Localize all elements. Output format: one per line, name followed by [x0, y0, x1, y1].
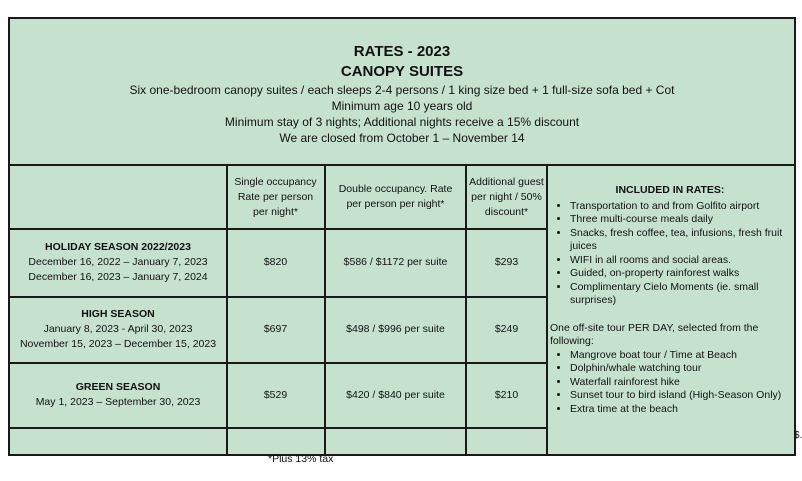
header-line-suites: Six one-bedroom canopy suites / each sleeps 2-4 persons / 1 king size bed + 1 full-size sofa bed + Cot — [129, 83, 675, 97]
rate-double: $498 / $996 per suite — [346, 323, 445, 335]
season-date: December 16, 2023 – January 7, 2024 — [28, 271, 208, 283]
rate-additional: $293 — [494, 256, 519, 268]
col-divider — [546, 166, 548, 454]
col-header-double: Double occupancy. Rate per person per night* — [338, 183, 453, 210]
tour-intro: One off-site tour PER DAY, selected from the following: — [550, 321, 759, 347]
included-item: • Complimentary Cielo Moments (ie. small surprises) — [570, 281, 790, 308]
page-title: RATES - 2023 — [353, 43, 451, 60]
season-green — [10, 363, 226, 427]
header-line-age: Minimum age 10 years old — [331, 99, 473, 113]
included-item: • Snacks, fresh coffee, tea, infusions, fresh fruit juices — [570, 227, 790, 254]
season-holiday — [10, 229, 226, 296]
season-name: GREEN SEASON — [75, 381, 161, 393]
rate-single: $697 — [263, 323, 288, 335]
rate-double: $586 / $1172 per suite — [343, 256, 448, 268]
header-line-stay: Minimum stay of 3 nights; Additional nights receive a 15% discount — [224, 115, 580, 129]
tour-item: • Extra time at the beach — [570, 403, 790, 417]
rate-additional: $210 — [494, 388, 519, 401]
tour-item: • Mangrove boat tour / Time at Beach — [570, 349, 790, 363]
header-line-closed: We are closed from October 1 – November 14 — [279, 131, 525, 145]
tour-item: • Dolphin/whale watching tour — [570, 362, 790, 376]
tour-item: • Waterfall rainforest hike — [570, 376, 790, 390]
rate-single: $820 — [263, 256, 288, 268]
included-item: • Transportation to and from Golfito airport — [570, 200, 790, 214]
clipped-text: $. — [794, 430, 802, 441]
tax-note: *Plus 13% tax — [268, 453, 334, 465]
season-name: HIGH SEASON — [81, 308, 155, 320]
col-header-additional: Additional guest per night / 50% discount* — [469, 175, 544, 218]
rates-header — [10, 19, 794, 166]
rate-additional: $249 — [494, 323, 519, 335]
rate-double: $420 / $840 per suite — [346, 388, 445, 401]
page-subtitle: CANOPY SUITES — [340, 63, 464, 80]
season-high — [10, 297, 226, 362]
included-item: • WIFI in all rooms and social areas. — [570, 254, 790, 268]
included-list — [550, 200, 790, 308]
season-date: November 15, 2023 – December 15, 2023 — [19, 338, 217, 350]
season-name: HOLIDAY SEASON 2022/2023 — [45, 241, 191, 253]
rate-single: $529 — [263, 388, 288, 401]
included-item: • Guided, on-property rainforest walks — [570, 267, 790, 281]
included-panel — [550, 184, 790, 416]
season-date: May 1, 2023 – September 30, 2023 — [35, 396, 201, 408]
tour-list — [550, 349, 790, 417]
rates-grid — [10, 166, 794, 465]
included-heading: INCLUDED IN RATES: — [615, 184, 725, 196]
season-date: December 16, 2022 – January 7, 2023 — [28, 256, 208, 268]
row-divider — [10, 427, 547, 429]
tour-item: • Sunset tour to bird island (High-Season Only) — [570, 389, 790, 403]
col-header-single: Single occupancy Rate per person per night* — [234, 175, 317, 218]
season-date: January 8, 2023 - April 30, 2023 — [43, 323, 193, 335]
included-item: • Three multi-course meals daily — [570, 213, 790, 227]
rates-table — [8, 17, 796, 465]
